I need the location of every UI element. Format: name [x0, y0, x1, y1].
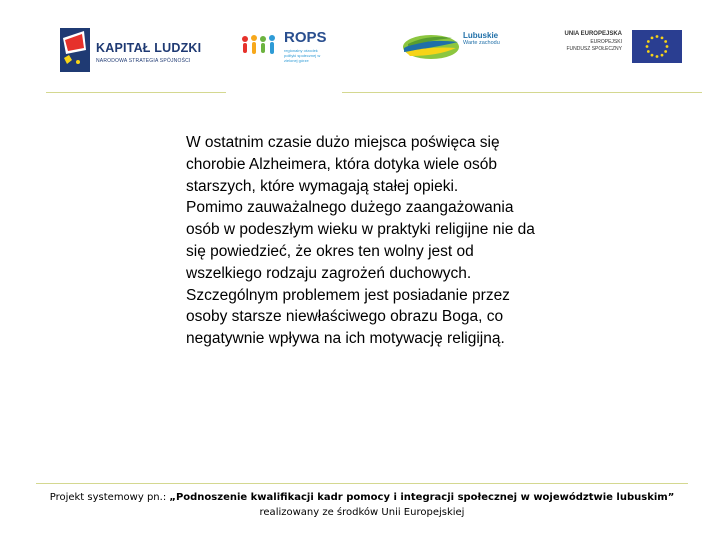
unia-title: UNIA EUROPEJSKA — [564, 31, 622, 37]
eu-star-icon — [664, 50, 667, 53]
eu-star-icon — [656, 55, 659, 58]
footer-project-name: „Podnoszenie kwalifikacji kadr pomocy i integracji społecznej w województwie lubuskim” — [169, 492, 675, 503]
footer-line2: realizowany ze środków Unii Europejskiej — [259, 507, 465, 518]
unia-europejska-logo — [562, 30, 682, 64]
footer — [36, 490, 688, 520]
eu-star-icon — [651, 54, 654, 57]
eu-star-icon — [651, 36, 654, 39]
footer-prefix: Projekt systemowy pn.: — [49, 492, 170, 503]
lubuskie-subtitle: Warte zachodu — [463, 40, 500, 46]
eu-star-icon — [646, 45, 649, 48]
lubuskie-landscape-icon — [402, 34, 460, 60]
header-rule-right — [342, 92, 702, 93]
eu-star-icon — [656, 35, 659, 38]
people-figures-icon — [240, 34, 280, 56]
eu-star-icon — [666, 45, 669, 48]
unia-subtitle-line2: FUNDUSZ SPOŁECZNY — [566, 45, 622, 52]
lubuskie-title: Lubuskie — [463, 31, 499, 40]
eu-star-icon — [647, 40, 650, 43]
eu-star-icon — [661, 54, 664, 57]
kapital-ludzki-logo — [60, 28, 200, 74]
header-rule-left — [46, 92, 226, 93]
rops-title: ROPS — [284, 29, 327, 46]
unia-subtitle-line1: EUROPEJSKI — [590, 39, 622, 45]
eu-star-icon — [664, 40, 667, 43]
lubuskie-logo — [402, 30, 512, 66]
kapital-ludzki-subtitle: NARODOWA STRATEGIA SPÓJNOŚCI — [96, 58, 191, 64]
kapital-ludzki-emblem-icon — [60, 28, 90, 72]
eu-star-icon — [647, 50, 650, 53]
kapital-ludzki-title: KAPITAŁ LUDZKI — [96, 41, 202, 55]
eu-flag-icon — [632, 30, 682, 63]
body-paragraph: W ostatnim czasie dużo miejsca poświęca się chorobie Alzheimera, która dotyka wiele osób starszych, które wymagają stałej opieki. Pomimo zauważalnego dużego zaangażowania osób w podeszłym wieku w praktyki religijne nie da się powiedzieć, że okres ten wolny jest od wszelkiego rodzaju zagrożeń duchowych. Szczególnym problemem jest posiadanie przez osoby starsze niewłaściwego obrazu Boga, co negatywnie wpływa na ich motywację religijną. — [186, 134, 535, 348]
unia-subtitle — [566, 39, 622, 52]
eu-star-icon — [661, 36, 664, 39]
rops-subtitle: regionalny ośrodek polityki społecznej w zielonej górze — [284, 48, 321, 63]
footer-rule — [36, 483, 688, 484]
rops-logo — [240, 28, 330, 68]
